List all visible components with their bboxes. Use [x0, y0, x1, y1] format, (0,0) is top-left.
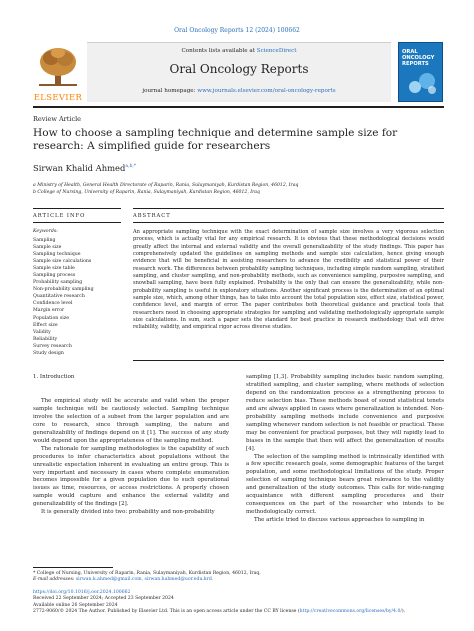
license-link[interactable]: http://creativecommons.org/licenses/by/4.0/ [299, 608, 402, 614]
contents-prefix: Contents lists available at [181, 48, 257, 54]
email-links[interactable]: sirwan.k.ahmed@gmail.com, sirwan.hahmed@uor.edu.krd. [75, 577, 214, 583]
footnote-emails-line [33, 577, 444, 583]
journal-cover-thumbnail[interactable] [398, 42, 443, 102]
header-rule [33, 106, 444, 108]
elsevier-wordmark: ELSEVIER [33, 92, 83, 102]
journal-masthead [33, 42, 444, 104]
keyword: Sampling [33, 238, 56, 243]
keyword: Confidence level [33, 301, 73, 307]
homepage-link[interactable]: www.journals.elsevier.com/oral-oncology-reports [197, 88, 336, 94]
article-info-heading: ARTICLE INFO [33, 213, 86, 219]
license-suffix: ). [401, 608, 406, 614]
elsevier-logo [33, 44, 83, 102]
article-info-rule-top [33, 208, 121, 209]
keyword: Reliability [33, 336, 58, 342]
homepage-prefix: journal homepage: [142, 88, 198, 94]
contents-line [87, 48, 391, 54]
keyword: Quantitative research [33, 294, 85, 300]
abstract-rule-top [133, 208, 444, 209]
section-heading-introduction: 1. Introduction [33, 374, 75, 380]
body-paragraph: It is generally divided into two: probability and non-probability [41, 509, 215, 516]
available-online-date: Available online 26 September 2024 [33, 602, 118, 608]
journal-reference-link[interactable]: Oral Oncology Reports 12 (2024) 100662 [174, 27, 300, 34]
keyword: Sample size table [33, 266, 75, 272]
license-prefix: 2772-9060/© 2024 The Author. Published by Elsevier Ltd. This is an open access article under the CC BY license ( [33, 608, 300, 614]
body-paragraph: The article tried to discuss various approaches to sampling in [254, 517, 425, 524]
sciencedirect-link[interactable]: ScienceDirect [256, 48, 297, 54]
abstract-heading: ABSTRACT [133, 213, 171, 219]
author-name[interactable]: Sirwan Khalid Ahmed [33, 163, 126, 173]
body-paragraph: The rationale for sampling methodologies is the capability of such procedures to infer characteristics about populations without the unrealistic expectation inherent in evaluating an entire group. This is very important and necessary in cases where complete enumeration becomes impossible for a given population due to such operational issues as time, resources, or access restrictions. A properly chosen sample would capture and enhance the external validity and generalizability of the findings [2]. [33, 445, 229, 508]
body-column-left [33, 374, 229, 517]
keyword: Probability sampling [33, 280, 83, 286]
homepage-line [87, 88, 391, 94]
keyword: Sampling technique [33, 252, 81, 258]
body-paragraph: The selection of the sampling method is intrinsically identified with a few specific research goals, some demographic features of the target population, and some methodological limitations of the study. Proper selection of sampling technique bears great relevance to the validity and generalization of the study outcomes. This calls for wide-ranging acquaintance with different sampling procedures and their consequences on the part of the researcher who intends to be methodologically correct. [246, 453, 444, 516]
keyword: Study design [33, 350, 64, 356]
journal-title: Oral Oncology Reports [169, 62, 309, 76]
author-line [33, 163, 136, 173]
keyword: Effect size [33, 322, 58, 328]
body-paragraph: The empirical study will be accurate and valid when the proper sample technique will be cautiously selected. Sampling technique involve the selection of a subset from the larger population and are core to research, since through sampling, the nature and generalizability of findings depend on it [1]. The success of any study would depend upon the appropriateness of the sampling method. [33, 397, 229, 444]
keyword-list [33, 237, 94, 357]
license-line [33, 609, 444, 615]
keyword: Population size [33, 315, 69, 321]
article-type: Review Article [33, 115, 82, 123]
author-affiliation-marks[interactable]: a,b,* [125, 164, 137, 170]
article-info-rule-bottom [33, 222, 121, 223]
body-column-right [246, 374, 444, 525]
affiliation-a: a Ministry of Health, General Health Directorate of Raparin, Rania, Sulaymaniyah, Kurdistan Region, 46012, Iraq [33, 183, 299, 188]
footnote-affiliation: * College of Nursing, University of Raparin, Rania, Sulaymaniyah, Kurdistan Region, 46012, Iraq. [33, 571, 261, 576]
keyword: Sample size calculations [33, 259, 92, 265]
abstract-rule-bottom [133, 222, 444, 223]
abstract-text: An appropriate sampling technique with the exact determination of sample size involves a very vigorous selection process, which is actually vital for any empirical research. It is obvious that these methodological decisions would greatly affect the internal and external validity and the overall generalizability of the study findings. This paper has comprehensively updated the guidelines on sampling methods and sample size calculation, hence giving enough evidence that will be beneficial in assisting researchers to advance the credibility and statistical power of their research work. The differences between probability sampling techniques, including simple random sampling, stratified sampling, and cluster sampling, and non-probability methods, such as convenience sampling, purposive sampling, and snowball sampling, have been fully explained. Probability is the only that can ensure the generalizability, while non-probability sampling is useful in exploratory situations. Another significant process is the determination of an optimal sample size, which, among other things, has to take into account the total population size, effect size, statistical power, confidence level, and margin of error. The paper contributes both theoretical guidance and practical tools that researchers need in choosing appropriate strategies for sampling and validating methodologically appropriate sample size calculations. In sum, such a paper sets the standard for best practice in research methodology that will drive reliability, validity, and empirical rigor across diverse studies. [133, 229, 444, 331]
footnote-rule [33, 567, 113, 568]
cover-graphic-icon [399, 71, 442, 97]
keywords-label: Keywords: [33, 229, 58, 234]
front-matter [33, 590, 444, 615]
article-title: How to choose a sampling technique and determine sample size for research: A simplified guide for researchers [33, 127, 398, 152]
abstract-rule-end [133, 360, 444, 361]
keyword: Survey research [33, 343, 72, 349]
body-paragraph: sampling [1,3]. Probability sampling includes basic random sampling, stratified sampling, and cluster sampling, where methods of selection depend on the randomization process as a strengthening process to reduce selection bias. These methods boast of sound statistical tenets and are always applied in cases where generalization is intended. Non-probability sampling methods include convenience and purposive sampling whenever random selection is not feasible or practical. These may be convenient for practical purposes, but they will rapidly lead to biases in the sample that then will affect the generalization of results [4]. [246, 374, 444, 452]
keyword: Validity [33, 329, 51, 335]
keyword: Sampling process [33, 273, 76, 279]
keyword: Non-probability sampling [33, 287, 94, 293]
received-accepted-dates: Received 22 September 2024; Accepted 23 September 2024 [33, 596, 174, 602]
keyword: Margin error [33, 308, 65, 314]
affiliation-b: b College of Nursing, University of Raparin, Rania, Sulaymaniyah, Kurdistan Region, 46012, Iraq [33, 190, 260, 195]
keyword: Sample size [33, 245, 62, 251]
cover-title: ORAL ONCOLOGY REPORTS [402, 49, 435, 67]
email-label: E-mail addresses: [33, 577, 76, 583]
doi-link[interactable]: https://doi.org/10.1016/j.oor.2024.100662 [33, 590, 131, 595]
masthead-band [87, 42, 391, 102]
elsevier-tree-icon [33, 44, 83, 90]
corresponding-author-footnote [33, 571, 444, 584]
